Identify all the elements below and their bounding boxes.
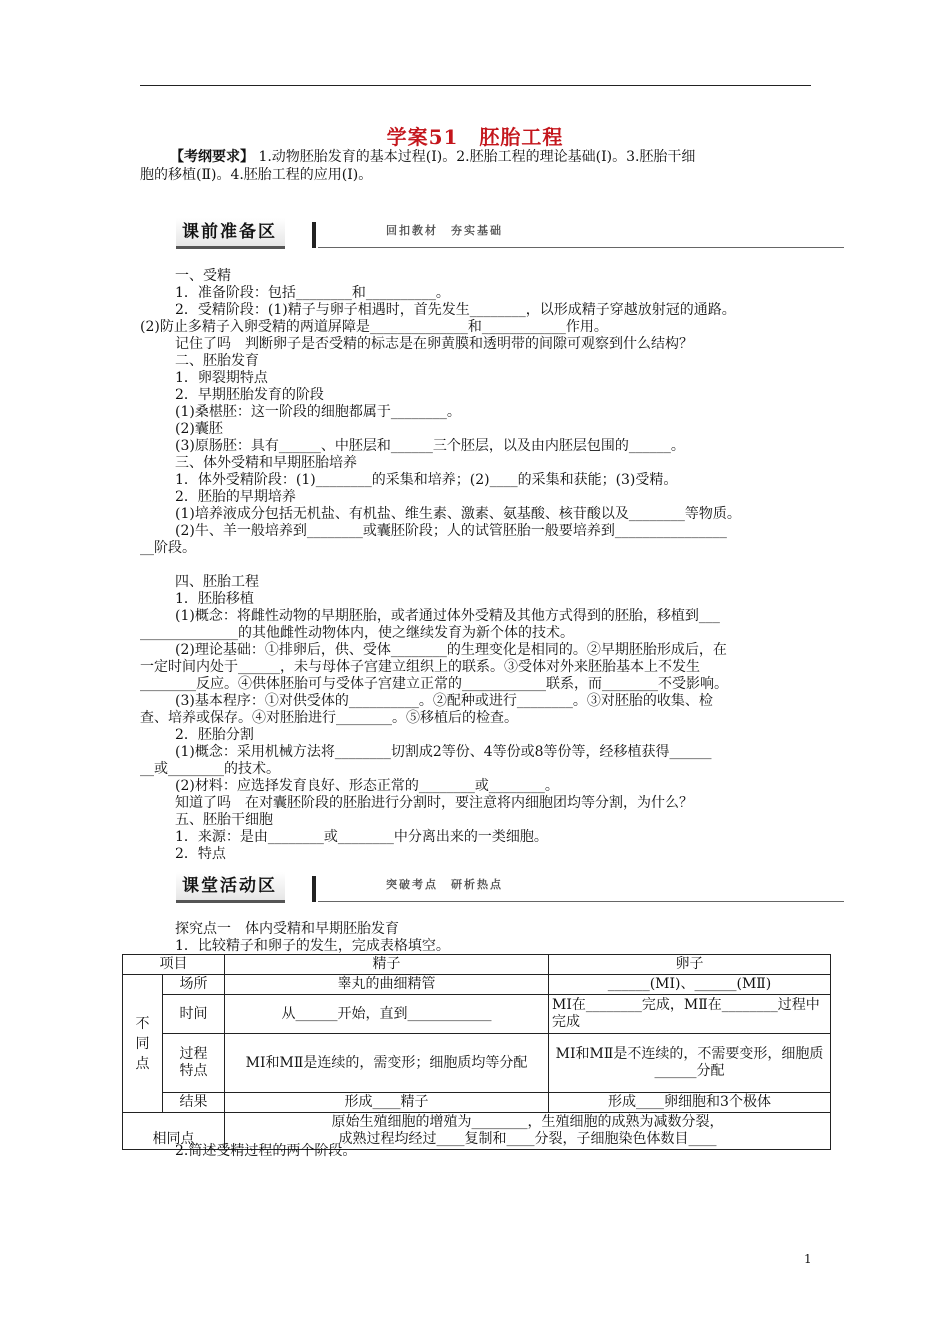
table-row bbox=[123, 975, 831, 995]
text-line: 1．比较精子和卵子的发生，完成表格填空。 bbox=[175, 938, 450, 954]
banner-subtitle: 回扣教材 夯实基础 bbox=[386, 224, 503, 237]
text-line: 知道了吗 在对囊胚阶段的胚胎进行分割时，要注意将内细胞团均等分割，为什么？ bbox=[175, 795, 693, 811]
text-line: 一、受精 bbox=[175, 268, 231, 284]
section-banner-preview bbox=[176, 218, 844, 250]
text-line: ________反应。④供体胚胎可与受体子宫建立正常的____________联系，而________不受影响。 bbox=[140, 676, 728, 692]
sperm-cell: 睾丸的曲细精管 bbox=[225, 975, 549, 995]
row-label: 时间 bbox=[163, 995, 225, 1034]
page-title: 学案51 胚胎工程 bbox=[386, 125, 564, 149]
header-rule bbox=[140, 85, 811, 86]
banner-bar bbox=[312, 876, 316, 902]
table-row bbox=[123, 1093, 831, 1113]
exam-requirements-text: 1.动物胚胎发育的基本过程(Ⅰ)。2.胚胎工程的理论基础(Ⅰ)。3.胚胎干细 bbox=[258, 149, 696, 165]
banner-rule bbox=[318, 901, 844, 902]
text-line: (1)概念：将雌性动物的早期胚胎，或者通过体外受精及其他方式得到的胚胎，移植到___ bbox=[175, 608, 720, 624]
text-line: (1)概念：采用机械方法将________切割成2等份、4等份或8等份等，经移植获得______ bbox=[175, 744, 712, 760]
same-line: 成熟过程均经过____复制和____分裂，子细胞染色体数目____ bbox=[338, 1131, 717, 1147]
egg-cell: MⅠ在________完成，MⅡ在________过程中完成 bbox=[549, 995, 831, 1034]
banner-rule bbox=[318, 247, 844, 248]
sperm-cell: MⅠ和MⅡ是连续的，需变形；细胞质均等分配 bbox=[225, 1034, 549, 1093]
egg-cell: MⅠ和MⅡ是不连续的，不需要变形，细胞质______分配 bbox=[549, 1034, 831, 1093]
exam-requirements-label: 【考纲要求】 bbox=[170, 149, 254, 165]
banner-subtitle: 突破考点 研析热点 bbox=[386, 878, 503, 891]
banner-bar bbox=[312, 222, 316, 248]
egg-cell: ______(MⅠ)、______(MⅡ) bbox=[549, 975, 831, 995]
table-header-cell: 卵子 bbox=[549, 955, 831, 975]
text-line: 记住了吗 判断卵子是否受精的标志是在卵黄膜和透明带的间隙可观察到什么结构？ bbox=[175, 336, 693, 352]
text-line: 五、胚胎干细胞 bbox=[175, 812, 273, 828]
page-number: 1 bbox=[804, 1252, 812, 1266]
text-line: 1．体外受精阶段：(1)________的采集和培养；(2)____的采集和获能；(3)受精。 bbox=[175, 472, 678, 488]
table-header-row bbox=[123, 955, 831, 975]
diff-label-cell bbox=[123, 975, 163, 1113]
egg-cell: 形成____卵细胞和3个极体 bbox=[549, 1093, 831, 1113]
text-line: 一定时间内处于______，未与母体子宫建立组织上的联系。③受体对外来胚胎基本上不发生 bbox=[140, 659, 700, 675]
text-line: 1．准备阶段：包括________和__________。 bbox=[175, 285, 450, 301]
same-label: 相同点 bbox=[123, 1113, 225, 1150]
text-line: 1．卵裂期特点 bbox=[175, 370, 268, 386]
text-line: 2．胚胎分割 bbox=[175, 727, 254, 743]
text-line: 四、胚胎工程 bbox=[175, 574, 259, 590]
text-line: 探究点一 体内受精和早期胚胎发育 bbox=[175, 921, 399, 937]
text-line: (2)理论基础：①排卵后，供、受体________的生理变化是相同的。②早期胚胎形成后，在 bbox=[175, 642, 727, 658]
exam-requirements-cont: 胞的移植(Ⅱ)。4.胚胎工程的应用(Ⅰ)。 bbox=[140, 167, 373, 183]
banner-label: 课前准备区 bbox=[176, 218, 285, 249]
text-line: (3)基本程序：①对供受体的__________。②配种或进行________。③对胚胎的收集、检 bbox=[175, 693, 713, 709]
text-line: (3)原肠胚：具有______、中胚层和______三个胚层，以及由内胚层包围的______。 bbox=[175, 438, 685, 454]
diff-label: 不同点 bbox=[135, 1015, 150, 1072]
sperm-cell: 形成____精子 bbox=[225, 1093, 549, 1113]
text-line: 2．特点 bbox=[175, 846, 226, 862]
text-line: 2．受精阶段：(1)精子与卵子相遇时，首先发生________，以形成精子穿越放射冠的通路。 bbox=[175, 302, 736, 318]
text-line: __阶段。 bbox=[140, 540, 196, 556]
row-label: 结果 bbox=[163, 1093, 225, 1113]
table-header-cell: 项目 bbox=[123, 955, 225, 975]
table-row bbox=[123, 995, 831, 1034]
text-line: 2．早期胚胎发育的阶段 bbox=[175, 387, 324, 403]
row-label-text: 过程特点 bbox=[179, 1046, 208, 1079]
table-row bbox=[123, 1034, 831, 1093]
text-line: ______________的其他雌性动物体内，使之继续发育为新个体的技术。 bbox=[140, 625, 574, 641]
comparison-table bbox=[122, 954, 831, 1150]
text-line: 2.简述受精过程的两个阶段。 bbox=[175, 1143, 357, 1159]
section-banner-classroom bbox=[176, 872, 844, 904]
text-line: (2)囊胚 bbox=[175, 421, 223, 437]
text-line: (2)牛、羊一般培养到________或囊胚阶段；人的试管胚胎一般要培养到________________ bbox=[175, 523, 727, 539]
text-line: 查、培养或保存。④对胚胎进行________。⑤移植后的检查。 bbox=[140, 710, 518, 726]
text-line: __或________的技术。 bbox=[140, 761, 280, 777]
table-header-cell: 精子 bbox=[225, 955, 549, 975]
text-line: (2)材料：应选择发育良好、形态正常的________或________。 bbox=[175, 778, 559, 794]
row-label: 场所 bbox=[163, 975, 225, 995]
text-line: 1．来源：是由________或________中分离出来的一类细胞。 bbox=[175, 829, 548, 845]
same-line: 原始生殖细胞的增殖为________，生殖细胞的成熟为减数分裂， bbox=[331, 1114, 724, 1130]
text-line: (1)培养液成分包括无机盐、有机盐、维生素、激素、氨基酸、核苷酸以及________等物质。 bbox=[175, 506, 741, 522]
sperm-cell: 从______开始，直到____________ bbox=[225, 995, 549, 1034]
text-line: 二、胚胎发育 bbox=[175, 353, 259, 369]
banner-label: 课堂活动区 bbox=[176, 872, 285, 903]
exam-requirements bbox=[170, 148, 695, 166]
text-line: 1．胚胎移植 bbox=[175, 591, 254, 607]
text-line: 三、体外受精和早期胚胎培养 bbox=[175, 455, 357, 471]
text-line: (1)桑椹胚：这一阶段的细胞都属于________。 bbox=[175, 404, 461, 420]
row-label bbox=[163, 1034, 225, 1093]
text-line: 2．胚胎的早期培养 bbox=[175, 489, 296, 505]
text-line: (2)防止多精子入卵受精的两道屏障是______________和____________作用。 bbox=[140, 319, 608, 335]
